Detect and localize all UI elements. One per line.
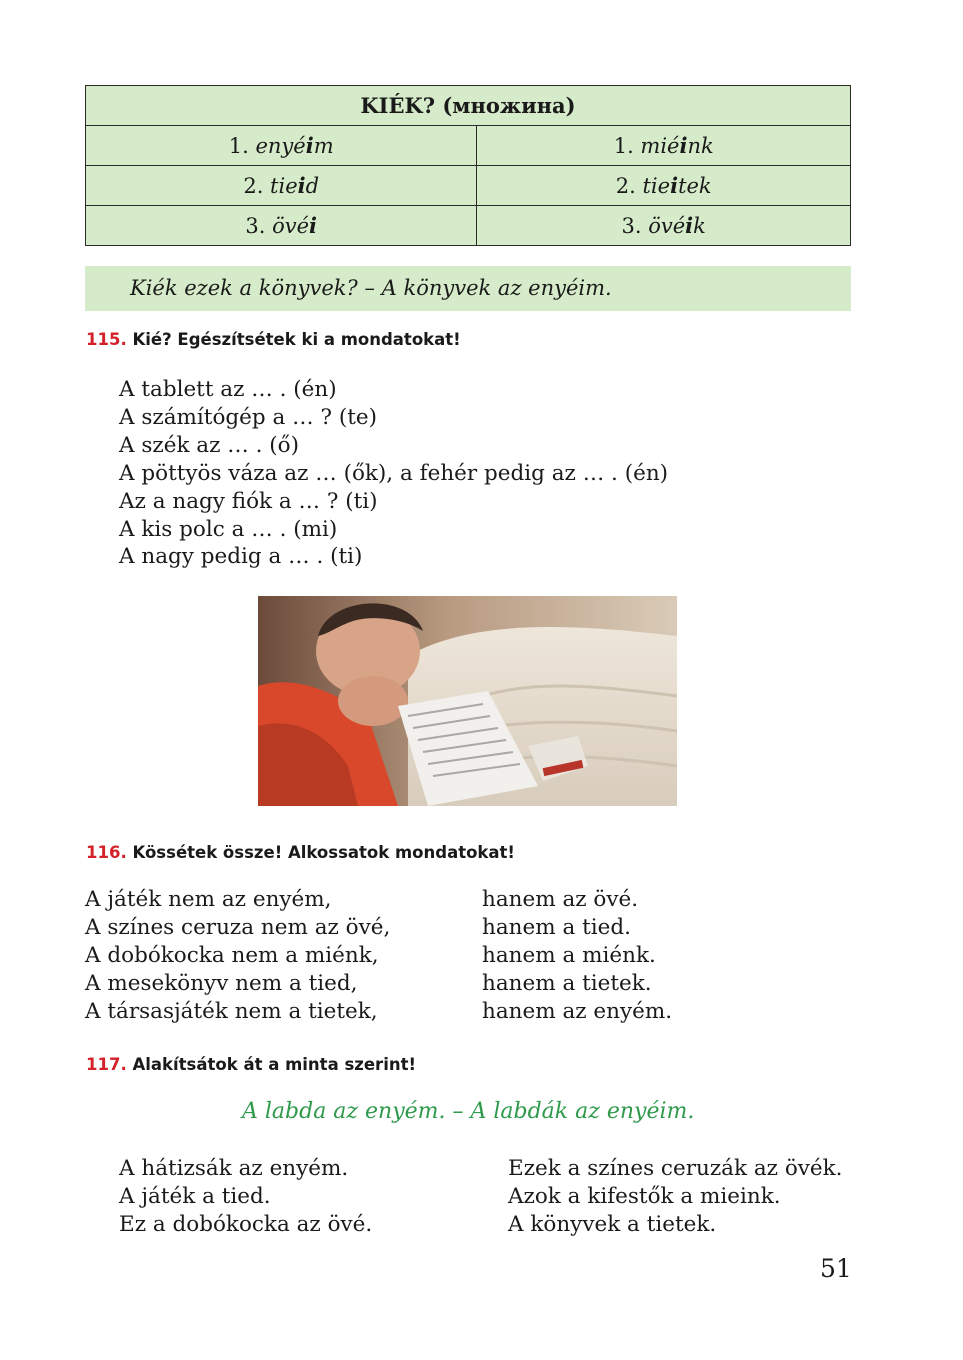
list-item: A játék nem az enyém,: [85, 887, 332, 912]
boy-reading-photo: [258, 596, 677, 806]
list-item: A szék az … . (ő): [119, 432, 300, 458]
list-item: A nagy pedig a … . (ti): [119, 544, 363, 570]
list-item: A mesekönyv nem a tied,: [85, 970, 358, 996]
table-cell: 2. tieid: [86, 166, 477, 206]
list-item: hanem a tietek.: [482, 970, 652, 996]
exercise-title: Kössétek össze! Alkossatok mondatokat!: [132, 843, 515, 862]
list-item: hanem az enyém.: [482, 998, 673, 1024]
list-item: Azok a kifestők a mieink.: [508, 1183, 781, 1209]
exercise-116-heading: [86, 843, 515, 862]
exercise-number: 117.: [86, 1055, 127, 1074]
list-item: A színes ceruza nem az övé,: [85, 914, 391, 940]
example-sentence: Kiék ezek a könyvek? – A könyvek az enyéim.: [130, 276, 612, 300]
list-item: A játék a tied.: [119, 1183, 271, 1209]
table-row: [86, 206, 851, 246]
exercise-title: Kié? Egészítsétek ki a mondatokat!: [132, 330, 461, 349]
table-cell: 3. övéi: [86, 206, 477, 246]
exercise-116-left-column: [85, 886, 390, 1026]
exercise-115-heading: [86, 330, 461, 349]
table-header: KIÉK? (множина): [86, 86, 851, 126]
list-item: A hátizsák az enyém.: [119, 1156, 349, 1181]
table-row: [86, 166, 851, 206]
list-item: A dobókocka nem a miénk,: [85, 942, 379, 968]
exercise-115-lines: [119, 376, 668, 571]
page-number: 51: [820, 1254, 852, 1283]
exercise-117-heading: [86, 1055, 416, 1074]
list-item: hanem a miénk.: [482, 942, 656, 968]
list-item: A társasjáték nem a tietek,: [85, 998, 378, 1024]
table-cell: 1. miéink: [477, 126, 851, 166]
table-cell: 1. enyéim: [86, 126, 477, 166]
list-item: A tablett az … . (én): [119, 377, 337, 402]
exercise-title: Alakítsátok át a minta szerint!: [132, 1055, 417, 1074]
list-item: Az a nagy fiók a … ? (ti): [119, 488, 378, 514]
list-item: hanem a tied.: [482, 914, 631, 940]
table-cell: 2. tieitek: [477, 166, 851, 206]
exercise-number: 116.: [86, 843, 127, 862]
exercise-117-left-column: [119, 1155, 372, 1239]
exercise-number: 115.: [86, 330, 127, 349]
list-item: Ez a dobókocka az övé.: [119, 1211, 373, 1237]
list-item: A számítógép a … ? (te): [119, 404, 377, 430]
possessive-table: [85, 85, 851, 246]
model-sentence: A labda az enyém. – A labdák az enyéim.: [242, 1099, 695, 1124]
list-item: A könyvek a tietek.: [508, 1211, 717, 1237]
exercise-117-right-column: [508, 1155, 843, 1239]
table-row: [86, 126, 851, 166]
exercise-116-right-column: [482, 886, 672, 1026]
boy-reading-illustration: [258, 596, 677, 806]
table-cell: 3. övéik: [477, 206, 851, 246]
list-item: A kis polc a … . (mi): [119, 516, 338, 542]
list-item: A pöttyös váza az … (ők), a fehér pedig az … . (én): [119, 460, 669, 486]
list-item: hanem az övé.: [482, 887, 639, 912]
list-item: Ezek a színes ceruzák az övék.: [508, 1156, 843, 1181]
